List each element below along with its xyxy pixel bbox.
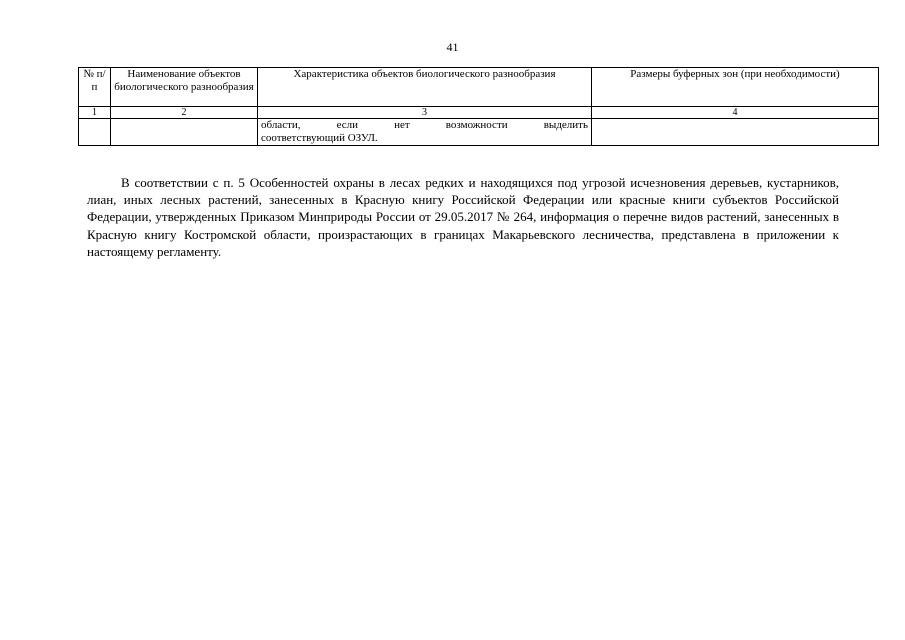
table-row xyxy=(79,119,879,146)
characteristics-line-1: области, если нет возможности выделить xyxy=(261,119,588,131)
row-name-cell xyxy=(111,119,258,146)
index-cell-4: 4 xyxy=(592,107,879,119)
index-cell-1: 1 xyxy=(79,107,111,119)
header-characteristics: Характеристика объектов биологического разнообразия xyxy=(258,68,592,107)
table-index-row xyxy=(79,107,879,119)
row-characteristics-cell xyxy=(258,119,592,146)
row-buffer-cell xyxy=(592,119,879,146)
biodiversity-table xyxy=(78,67,879,146)
page-number: 41 xyxy=(446,40,459,54)
row-num-cell xyxy=(79,119,111,146)
header-buffer: Размеры буферных зон (при необходимости) xyxy=(592,68,879,107)
index-cell-3: 3 xyxy=(258,107,592,119)
header-name: Наименование объектов биологического разнообразия xyxy=(111,68,258,107)
body-paragraph: В соответствии с п. 5 Особенностей охраны в лесах редких и находящихся под угрозой исчезновения деревьев, кустарников, лиан, иных лесных растений, занесенных в Красную книгу Российской Федерации или красные книги субъектов Российской Федерации, утвержденных Приказом Минприроды России от 29.05.2017 № 264, информация о перечне видов растений, занесенных в Красную книгу Костромской области, произрастающих в границах Макарьевского лесничества, представлена в приложении к настоящему регламенту. xyxy=(87,175,839,259)
table-header-row xyxy=(79,68,879,107)
index-cell-2: 2 xyxy=(111,107,258,119)
header-num: № п/п xyxy=(79,68,111,107)
characteristics-line-2: соответствующий ОЗУЛ. xyxy=(261,132,378,144)
